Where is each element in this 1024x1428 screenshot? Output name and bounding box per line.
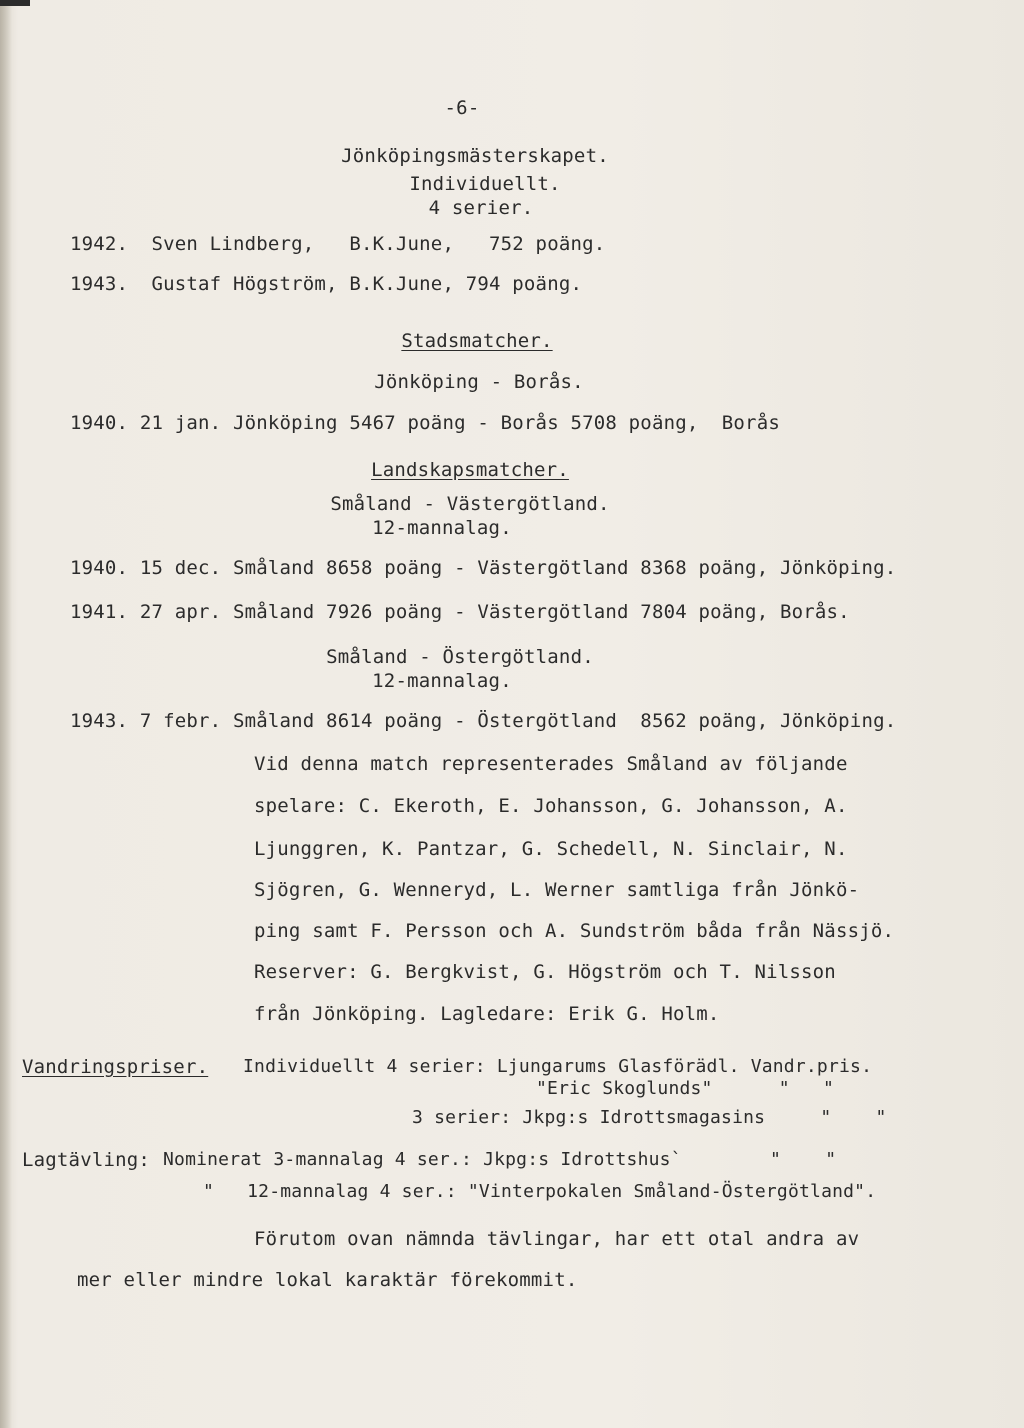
prizes-label: Vandringspriser. [22,1056,209,1078]
closing-line: Förutom ovan nämnda tävlingar, har ett otal andra av [254,1228,860,1250]
page-number: -6- [444,97,480,119]
paragraph-line: från Jönköping. Lagledare: Erik G. Holm. [254,1003,720,1025]
prize-line: Individuellt 4 serier: Ljungarums Glasförädl. Vandr.pris. [243,1056,873,1077]
team-line: Nominerat 3-mannalag 4 ser.: Jkpg:s Idrottshus` " " [163,1149,837,1170]
prize-line: 3 serier: Jkpg:s Idrottsmagasins " " [412,1107,887,1128]
result-row: 1943. 7 febr. Småland 8614 poäng - Östergötland 8562 poäng, Jönköping. [70,710,897,732]
team-size: 12-mannalag. [372,517,512,539]
result-row: 1940. 21 jan. Jönköping 5467 poäng - Borås 5708 poäng, Borås [70,412,780,434]
paragraph-line: Reserver: G. Bergkvist, G. Högström och T. Nilsson [254,961,836,983]
paragraph-line: Vid denna match representerades Småland av följande [254,753,848,775]
series-count: 4 serier. [428,197,534,219]
closing-line: mer eller mindre lokal karaktär förekommit. [77,1269,578,1291]
page-edge-shadow [0,0,12,1428]
result-row: 1942. Sven Lindberg, B.K.June, 752 poäng. [70,233,606,255]
prize-line: "Eric Skoglunds" " " [536,1078,834,1099]
page-corner-mark [0,0,30,6]
section-title-province-matches: Landskapsmatcher. [371,459,569,481]
result-row: 1941. 27 apr. Småland 7926 poäng - Västergötland 7804 poäng, Borås. [70,601,850,623]
team-size: 12-mannalag. [372,670,512,692]
team-competition-label: Lagtävling: [22,1149,151,1171]
team-line: " 12-mannalag 4 ser.: "Vinterpokalen Småland-Östergötland". [203,1181,877,1202]
match-heading: Småland - Västergötland. [330,493,610,515]
match-heading: Jönköping - Borås. [374,371,584,393]
section-title-championship: Jönköpingsmästerskapet. [341,145,609,167]
result-row: 1943. Gustaf Högström, B.K.June, 794 poäng. [70,273,583,295]
paragraph-line: ping samt F. Persson och A. Sundström båda från Nässjö. [254,920,895,942]
result-row: 1940. 15 dec. Småland 8658 poäng - Västergötland 8368 poäng, Jönköping. [70,557,897,579]
match-heading: Småland - Östergötland. [326,646,594,668]
paragraph-line: Ljunggren, K. Pantzar, G. Schedell, N. Sinclair, N. [254,838,848,860]
paragraph-line: Sjögren, G. Wenneryd, L. Werner samtliga från Jönkö- [254,879,860,901]
section-title-city-matches: Stadsmatcher. [401,330,553,352]
paragraph-line: spelare: C. Ekeroth, E. Johansson, G. Johansson, A. [254,795,848,817]
section-subtitle-individual: Individuellt. [409,173,561,195]
